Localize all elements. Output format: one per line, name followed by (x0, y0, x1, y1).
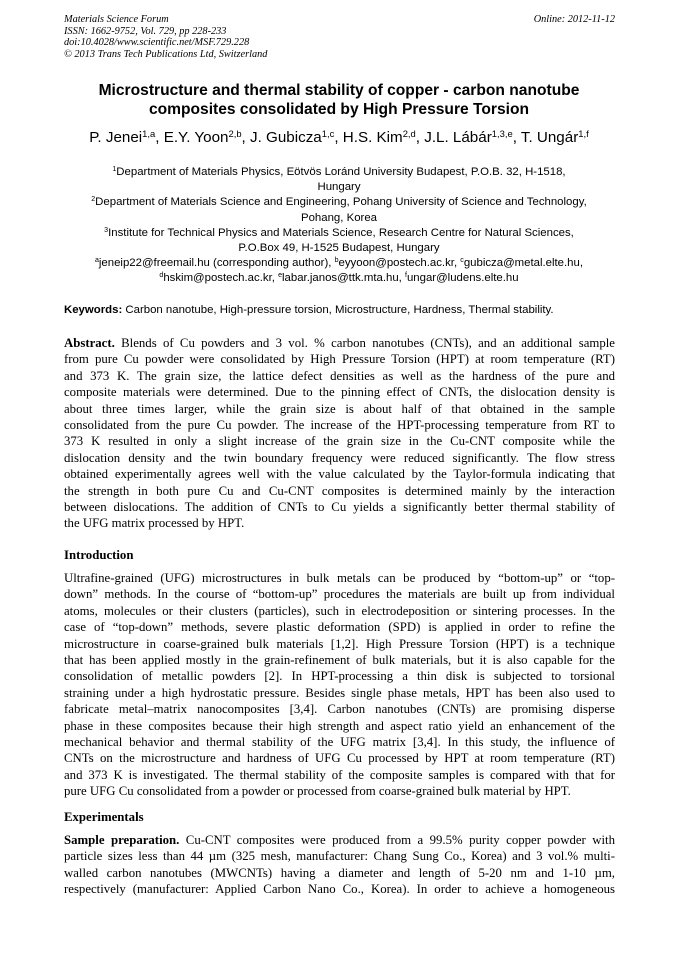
email-address: eyyoon@postech.ac.kr, (338, 257, 461, 270)
abstract-line: composite materials were determined. Due to the pinning effect of CNTs, the dislocation density is (64, 385, 615, 400)
abstract-line: from pure Cu powder were consolidated by High Pressure Torsion (HPT) at room temperature (RT) (64, 352, 615, 367)
abstract-text: Blends of Cu powders and 3 vol. % carbon nanotubes (CNTs), and an additional sample (114, 336, 615, 350)
email-address: jeneip22@freemail.hu (corresponding author), (98, 257, 335, 270)
paper-title (50, 81, 628, 119)
introduction-line: that has been applied mostly in the grain-refinement of bulk materials, but it is also capable for the (64, 652, 615, 667)
author (521, 129, 589, 146)
affiliations (50, 165, 628, 287)
journal-copyright: © 2013 Trans Tech Publications Ltd, Switzerland (64, 48, 268, 60)
title-line-1: Microstructure and thermal stability of copper - carbon nanotube (98, 82, 580, 99)
author (164, 129, 250, 146)
email-address: labar.janos@ttk.mta.hu, (282, 272, 405, 285)
abstract-line: obtained experimentally agrees well with the value calculated by the Taylor-formula indicating that (64, 467, 615, 482)
journal-doi: doi:10.4028/www.scientific.net/MSF.729.228 (64, 37, 250, 48)
online-date: Online: 2012-11-12 (533, 14, 615, 25)
affiliation-mark: 1 (112, 166, 117, 174)
author (343, 129, 424, 146)
author-name: T. Ungár (520, 129, 579, 146)
email-address: ungar@ludens.elte.hu (406, 272, 519, 285)
experimentals-line (64, 832, 615, 848)
author-affiliation-mark: 1,f (578, 127, 589, 139)
introduction-line: phase in these composites because their high strength and aspect ratio yield an enhancement of the (64, 718, 615, 733)
introduction-line: pure UFG Cu consolidated from a powder or processed from coarse-grained bulk material by HPT. (64, 784, 571, 799)
introduction-line: straining under a high hydrostatic pressure. Besides single phase metals, HPT has been also used to (64, 685, 615, 700)
email-mark: c (460, 257, 464, 265)
author-affiliation-mark: 1,c (321, 127, 335, 139)
experimentals-heading: Experimentals (64, 810, 144, 824)
affiliation-2-cont: Pohang, Korea (301, 211, 377, 224)
author-affiliation-mark: 1,a (142, 127, 156, 139)
abstract-line: and 373 K. The grain size, the lattice defect densities as well as the hardness of the pure and (64, 368, 615, 383)
affiliation-1-cont: Hungary (317, 181, 361, 194)
author-affiliation-mark: 2,b (228, 127, 242, 139)
keywords (64, 304, 554, 316)
experimentals-line: particle sizes less than 44 µm (325 mesh, manufacturer: Chang Sung Co., Korea) and 3 vol.% multi- (64, 849, 615, 864)
affiliation-text: Department of Materials Science and Engineering, Pohang University of Science and Technology, (95, 196, 587, 209)
affiliation-3 (50, 226, 628, 241)
title-line-2: composites consolidated by High Pressure Torsion (148, 101, 530, 118)
affiliation-text: Department of Materials Physics, Eötvös Loránd University Budapest, P.O.B. 32, H-1518, (116, 166, 566, 178)
affiliation-3-cont: P.O.Box 49, H-1525 Budapest, Hungary (238, 242, 440, 255)
introduction-line: atoms, molecules or their clusters (particles), such in electrodeposition or sintering processes. In the (64, 603, 615, 618)
author (250, 129, 343, 146)
abstract-line: 373 K resulted in only a slight increase of the grain size in the Cu-CNT composite while the (64, 434, 615, 449)
abstract (64, 335, 615, 532)
author-separator: , (241, 129, 250, 146)
abstract-label: Abstract. (64, 336, 115, 350)
affiliation-1 (50, 165, 628, 180)
author-name: J. Gubicza (250, 129, 322, 146)
journal-header (64, 14, 267, 60)
experimentals-line: respectively (manufacturer: Applied Carbon Nano Co., Korea). In order to achieve a homogeneous (64, 882, 615, 897)
email-address: hskim@postech.ac.kr, (163, 272, 279, 285)
abstract-line: about three times larger, while the grain size is about half of that obtained in the sample (64, 401, 615, 416)
author-separator: , (155, 129, 164, 146)
email-line-2 (50, 271, 628, 286)
email-mark: f (405, 272, 407, 280)
introduction-line: fabricate metal–matrix nanocomposites [3,4]. Carbon nanotubes (CNTs) are promising disperse (64, 702, 615, 717)
experimentals-line: walled carbon nanotubes (MWCNTs) having a diameter and length of 5-20 nm and 1-10 µm, (64, 865, 615, 880)
email-mark: b (334, 257, 339, 265)
email-mark: a (94, 257, 99, 265)
author-name: P. Jenei (89, 129, 143, 146)
affiliation-2 (50, 195, 628, 210)
journal-issn: ISSN: 1662-9752, Vol. 729, pp 228-233 (64, 25, 227, 37)
abstract-line: between dislocations. The addition of CNTs to Cu yields a significantly better thermal stability of (64, 499, 615, 514)
affiliation-text: Institute for Technical Physics and Materials Science, Research Centre for Natural Sciences, (108, 226, 574, 239)
introduction-line: microstructure in coarse-grained bulk materials [1,2]. High Pressure Torsion (HPT) is a technique (64, 636, 615, 651)
introduction-line: and 373 K is investigated. The thermal stability of the composite samples is compared with that for (64, 767, 615, 782)
journal-name: Materials Science Forum (64, 14, 169, 25)
abstract-line: consolidated from the pure Cu powder. The increase of the HPT-processing temperature from RT to (64, 417, 615, 432)
abstract-line (64, 335, 615, 351)
author-separator: , (334, 129, 343, 146)
abstract-line: the UFG matrix processed by HPT. (64, 516, 245, 531)
sample-preparation-label: Sample preparation. (64, 833, 180, 847)
introduction-line: consolidation of metallic powders [2]. In HPT-processing a thin disk is subjected to torsional (64, 669, 615, 684)
affiliation-mark: 2 (91, 196, 96, 204)
author (424, 129, 521, 146)
author-name: E.Y. Yoon (163, 129, 229, 146)
introduction-body (64, 570, 615, 799)
author-list (30, 128, 648, 148)
introduction-line: CNTs on the microstructure and hardness of UFG Cu processed by HPT at room temperature (RT) (64, 751, 615, 766)
experimentals-text: Cu-CNT composites were produced from a 99.5% purity copper powder with (179, 833, 615, 847)
email-address: gubicza@metal.elte.hu, (463, 257, 584, 270)
introduction-line: mechanical behavior and thermal stability of the UFG matrix [3,4]. In this study, the influence of (64, 734, 615, 749)
experimentals-body (64, 832, 615, 898)
keywords-text: Carbon nanotube, High-pressure torsion, Microstructure, Hardness, Thermal stability. (122, 304, 554, 316)
introduction-heading: Introduction (64, 548, 134, 562)
email-line-1 (50, 256, 628, 271)
introduction-line: case of “top-down” methods, severe plastic deformation (SPD) is applied in order to refine the (64, 620, 615, 635)
author-name: J.L. Lábár (424, 129, 492, 146)
abstract-line: the strength in both pure Cu and Cu-CNT composites is determined mainly by the interaction (64, 483, 615, 498)
author-separator: , (415, 129, 425, 146)
introduction-line: down” methods. In the course of “bottom-up” procedures the materials are built up from individual (64, 587, 615, 602)
author-name: H.S. Kim (342, 129, 403, 146)
author-separator: , (512, 129, 521, 146)
email-mark: d (159, 272, 164, 280)
affiliation-mark: 3 (104, 226, 109, 234)
author-affiliation-mark: 1,3,e (491, 127, 513, 139)
keywords-label: Keywords: (64, 304, 123, 316)
introduction-line: Ultrafine-grained (UFG) microstructures in bulk metals can be produced by “bottom-up” or “top- (64, 571, 615, 585)
author (89, 129, 163, 146)
email-mark: e (278, 272, 282, 280)
author-affiliation-mark: 2,d (402, 127, 416, 139)
abstract-line: dislocation density and the twin boundary frequency were reduced significantly. The flow stress (64, 450, 615, 465)
